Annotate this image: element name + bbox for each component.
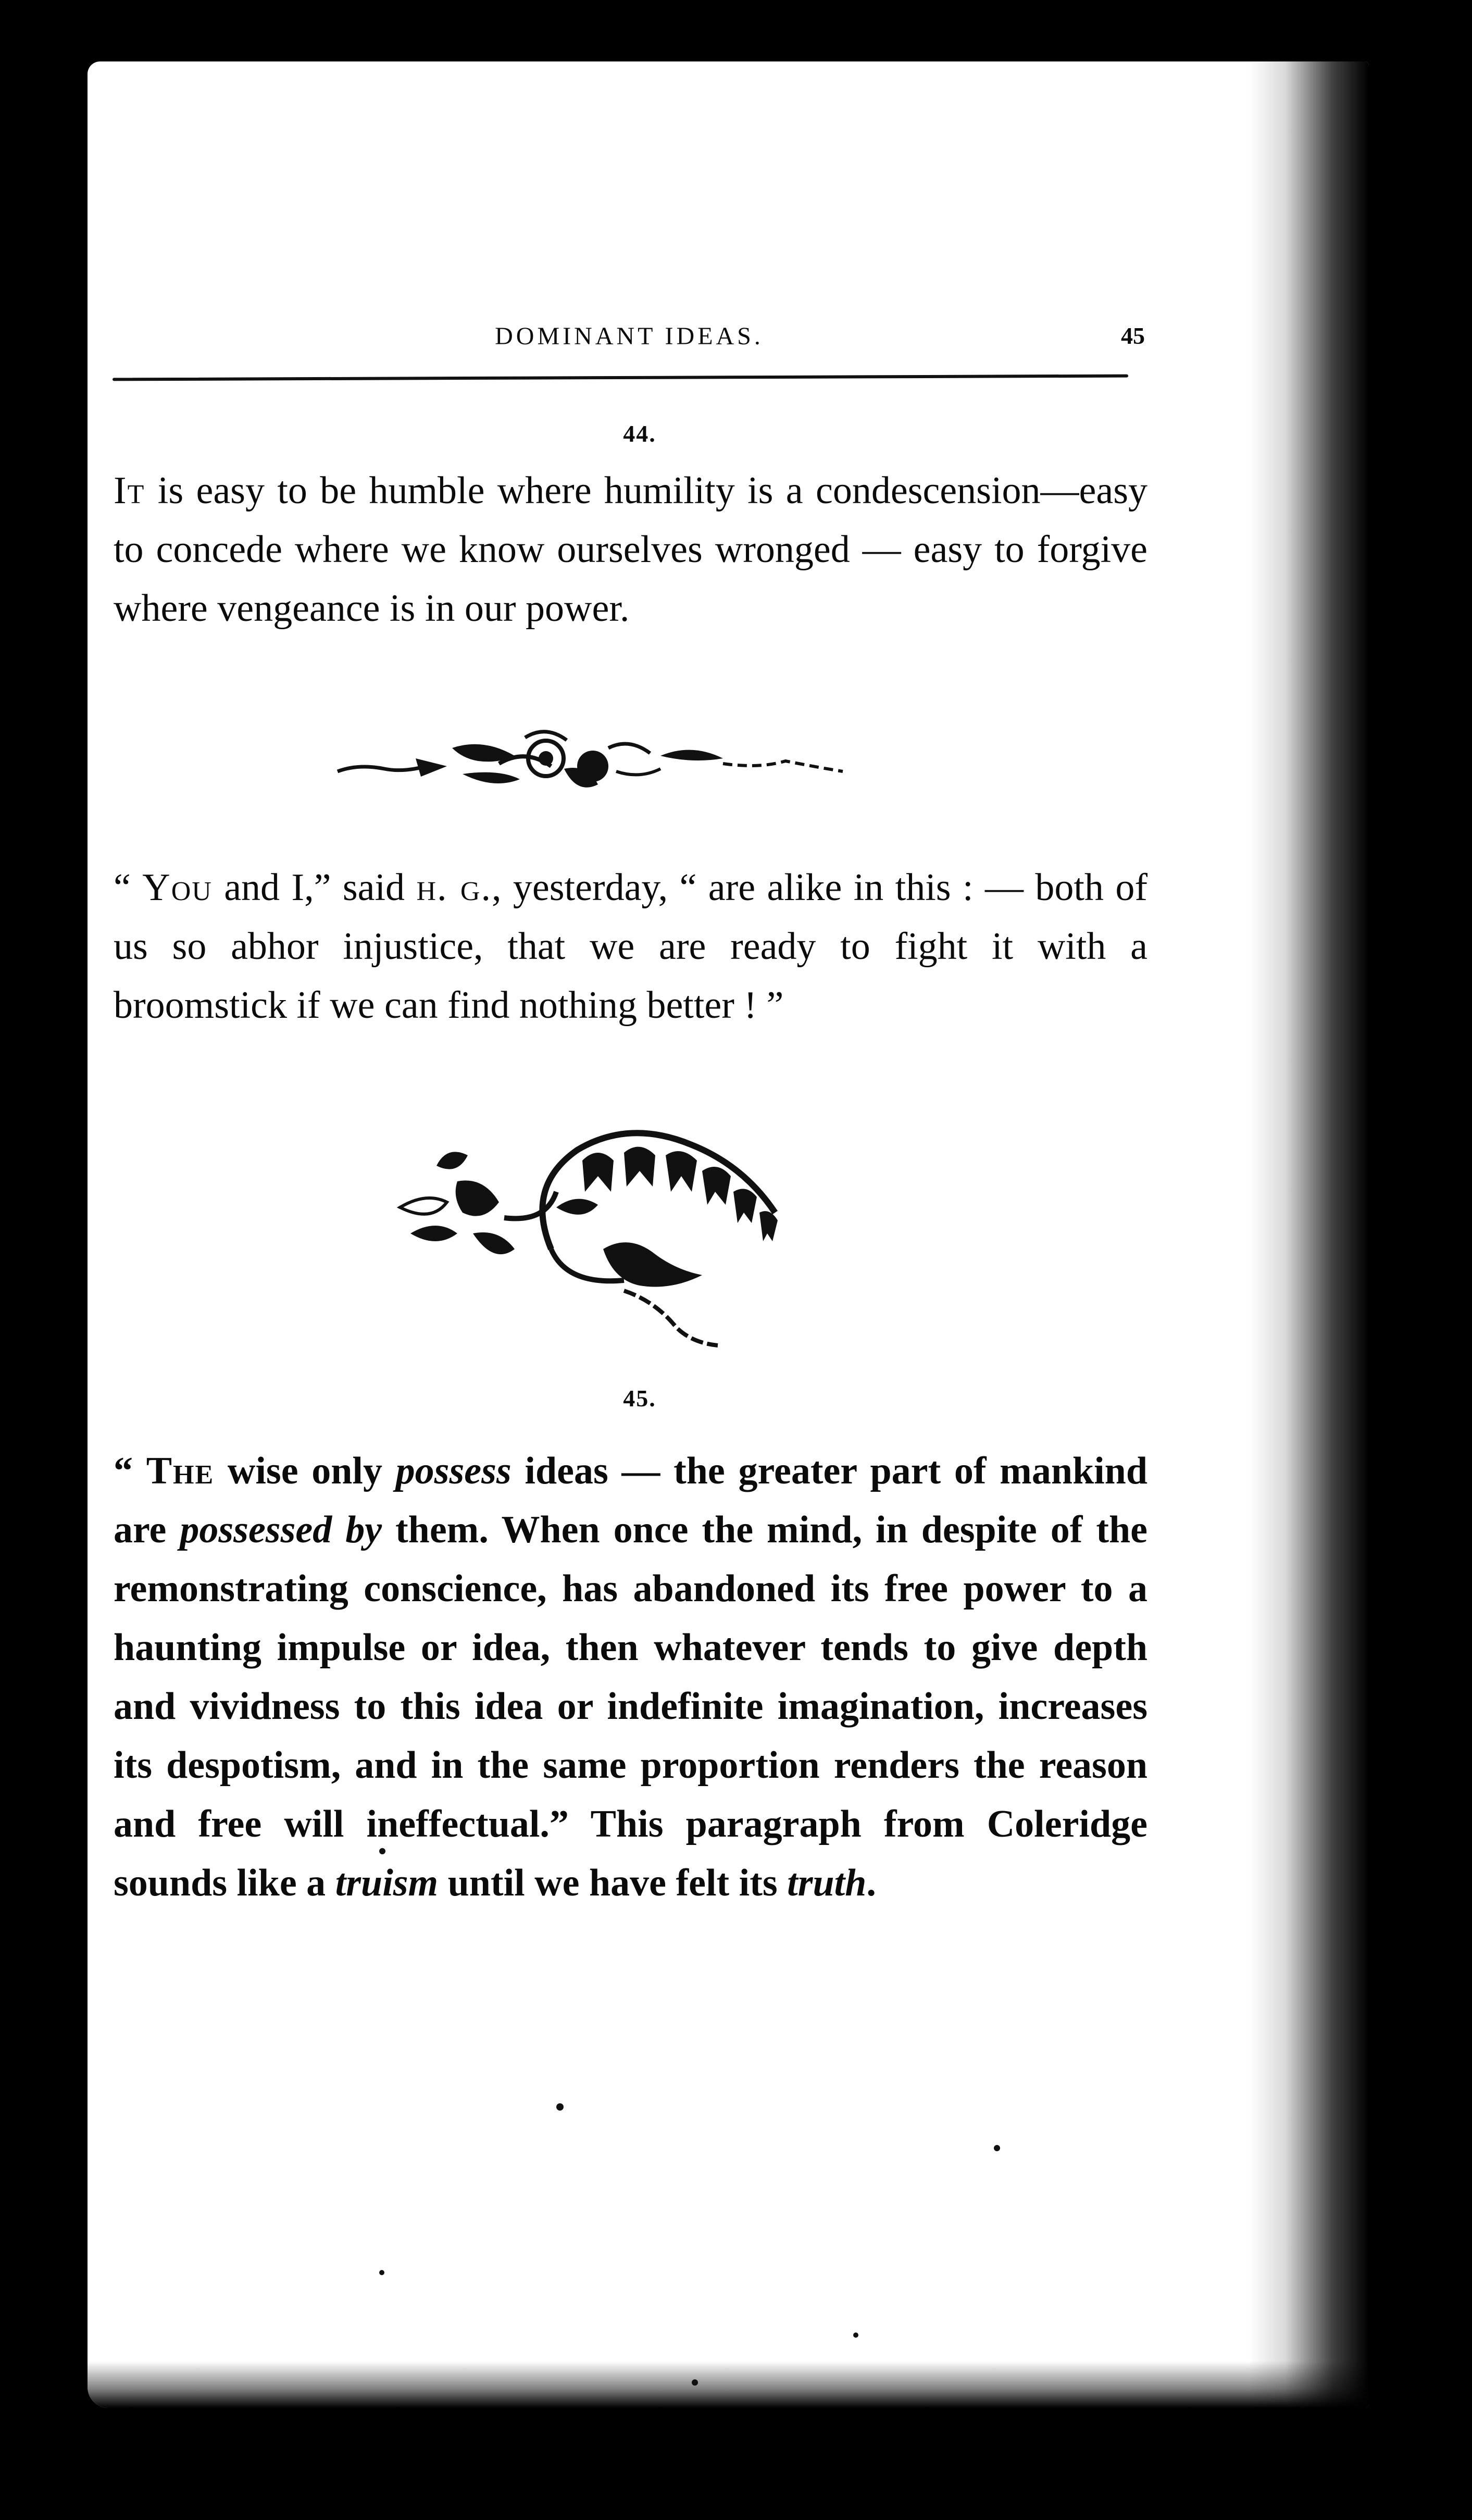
paragraph-45	[114, 1442, 1147, 1913]
scan-speck	[692, 2379, 698, 2386]
emphasis-possessed-by: possessed by	[180, 1508, 382, 1551]
scan-speck	[379, 1848, 385, 1854]
opening-quote: “	[114, 1450, 146, 1492]
page-bottom-shadow	[88, 2361, 1369, 2408]
paragraph-text: , yesterday, “ are alike in this : — both of us so abhor injustice, that we are ready to fight it with a broomstick if we can find nothing better ! ”	[114, 866, 1147, 1027]
header-rule	[113, 375, 1128, 381]
scan-speck	[994, 2145, 1000, 2151]
lead-word: It	[114, 469, 145, 512]
paragraph-hg-quote	[114, 858, 1147, 1035]
page-edge-shadow	[1249, 61, 1369, 2408]
book-page	[88, 61, 1369, 2408]
scan-speck	[379, 2270, 384, 2275]
emphasis-possess: possess	[395, 1450, 512, 1492]
page-number: 45	[1121, 322, 1145, 349]
lead-word: The	[146, 1450, 215, 1492]
section-number-44: 44.	[623, 420, 656, 447]
opening-quote: “	[114, 866, 143, 909]
paragraph-text: and I,” said	[212, 866, 417, 909]
paragraph-end: .	[866, 1862, 876, 1904]
running-title: DOMINANT IDEAS.	[495, 322, 764, 350]
paragraph-text: is easy to be humble where humility is a condescension—easy to concede where we know ourselves wronged — easy to forgive where vengeance is in our power.	[114, 469, 1147, 630]
scan-speck	[853, 2332, 858, 2338]
speaker-initials: h. g.	[416, 866, 492, 909]
paragraph-text: them. When once the mind, in despite of the remonstrating conscience, has abandoned its free power to a haunting impulse or idea, then whatever tends to give depth and vividness to this idea or indefinite imagination, increases its despotism, and in the same proportion renders the reason and free will ineffectual.” This paragraph from Coleridge sounds like a	[114, 1508, 1147, 1904]
emphasis-truism: truism	[335, 1862, 439, 1904]
section-number-45: 45.	[623, 1385, 656, 1412]
paragraph-text: wise only	[214, 1450, 396, 1492]
page-header	[114, 322, 1145, 369]
floral-divider-icon	[327, 727, 858, 805]
emphasis-truth: truth	[787, 1862, 867, 1904]
paragraph-text: until we have felt its	[438, 1862, 788, 1904]
lead-word: You	[142, 866, 213, 909]
paragraph-text: ideas — the greater part of mankind are	[114, 1450, 1147, 1551]
paragraph-44	[114, 461, 1147, 638]
flower-vignette-icon	[379, 1114, 910, 1416]
scan-speck	[556, 2103, 564, 2111]
